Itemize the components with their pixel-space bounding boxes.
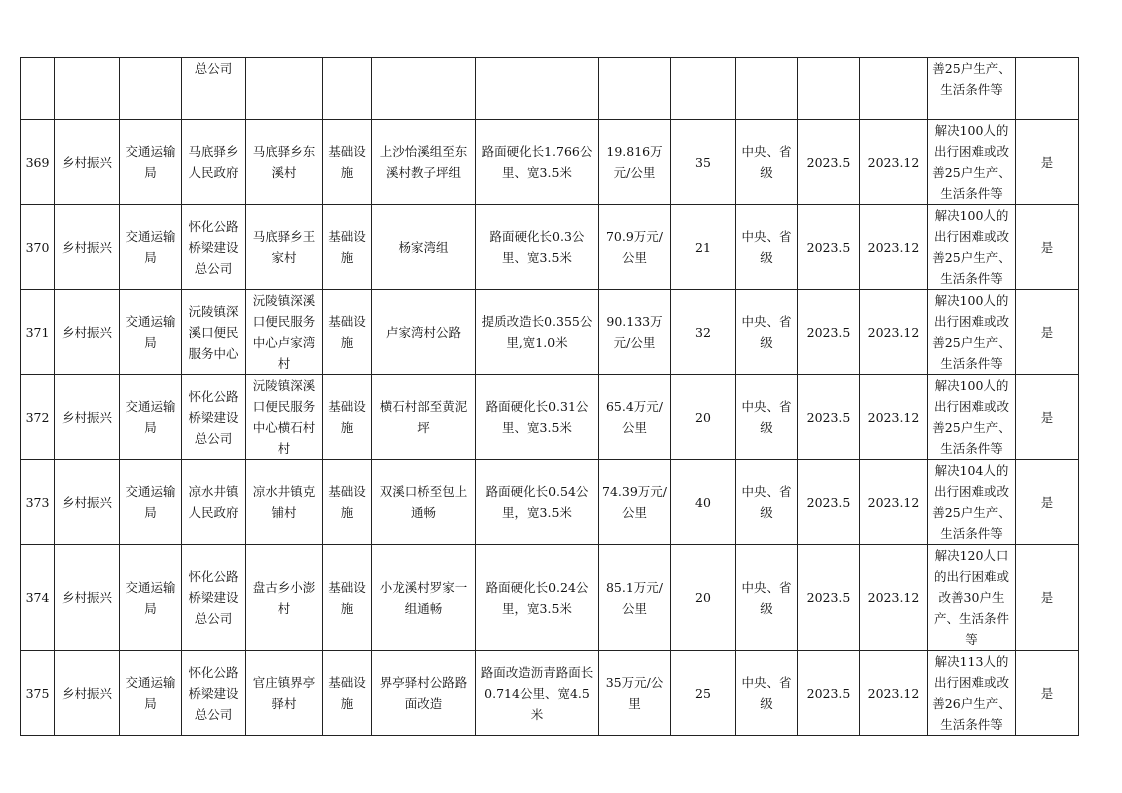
col-standard — [599, 651, 671, 736]
col-location — [246, 651, 323, 736]
col-location-text: 沅陵镇深溪口便民服务中心横石村村 — [252, 378, 316, 456]
col-type-text: 基础设施 — [328, 229, 366, 265]
col-fund-text: 中央、省级 — [741, 229, 792, 265]
col-end — [860, 290, 928, 375]
col-content-text: 路面硬化长1.766公里、宽3.5米 — [481, 144, 593, 180]
col-type — [323, 375, 372, 460]
col-benefit-text: 解决113人的出行困难或改善26户生产、生活条件等 — [932, 654, 1011, 732]
col-no-text: 373 — [25, 494, 50, 510]
col-fund — [736, 545, 798, 651]
col-fund — [736, 205, 798, 290]
col-name — [372, 375, 476, 460]
col-name — [372, 651, 476, 736]
col-unit-text: 怀化公路桥梁建设总公司 — [188, 218, 239, 276]
col-standard-text: 19.816万元/公里 — [606, 144, 663, 180]
col-name-text: 杨家湾组 — [398, 239, 449, 255]
col-standard-text: 74.39万元/公里 — [602, 484, 667, 520]
col-unit — [182, 651, 246, 736]
col-unit — [182, 460, 246, 545]
col-dept — [120, 651, 182, 736]
col-benefit — [928, 120, 1016, 205]
col-start — [798, 205, 860, 290]
col-start-text: 2023.5 — [806, 154, 851, 170]
col-start-text: 2023.5 — [806, 685, 851, 701]
col-flag-text: 是 — [1040, 590, 1054, 605]
col-benefit — [928, 651, 1016, 736]
col-no — [21, 290, 55, 375]
col-unit — [182, 58, 246, 120]
table-row — [21, 545, 1079, 651]
col-unit-text: 马底驿乡人民政府 — [188, 144, 239, 180]
col-name-text: 卢家湾村公路 — [385, 324, 461, 340]
col-benefit-text: 解决100人的出行困难或改善25户生产、生活条件等 — [932, 123, 1011, 201]
col-flag — [1016, 205, 1079, 290]
col-name-text: 界亭驿村公路路面改造 — [379, 675, 468, 711]
col-benefit — [928, 460, 1016, 545]
col-start-text: 2023.5 — [806, 239, 851, 255]
col-end — [860, 460, 928, 545]
col-fund-text: 中央、省级 — [741, 314, 792, 350]
col-flag — [1016, 375, 1079, 460]
col-unit-text: 凉水井镇人民政府 — [188, 484, 239, 520]
col-content — [476, 290, 599, 375]
col-category — [55, 460, 120, 545]
col-end — [860, 120, 928, 205]
col-start-text: 2023.5 — [806, 590, 851, 605]
col-type-text: 基础设施 — [328, 144, 366, 180]
col-end — [860, 545, 928, 651]
col-no-text: 374 — [25, 590, 50, 605]
col-start — [798, 290, 860, 375]
col-flag — [1016, 58, 1079, 120]
col-name-text: 双溪口桥至包上通畅 — [379, 484, 468, 520]
col-location — [246, 375, 323, 460]
col-households — [671, 205, 736, 290]
col-households-text: 35 — [695, 154, 711, 170]
col-households — [671, 58, 736, 120]
col-content-text: 提质改造长0.355公里,宽1.0米 — [481, 314, 593, 350]
col-end — [860, 58, 928, 120]
col-standard — [599, 375, 671, 460]
col-end — [860, 205, 928, 290]
col-content-text: 路面硬化长0.54公里，宽3.5米 — [485, 484, 589, 520]
col-category-text: 乡村振兴 — [61, 494, 112, 510]
col-fund-text: 中央、省级 — [741, 579, 792, 616]
col-end-text: 2023.12 — [867, 409, 920, 425]
col-no-text: 375 — [25, 685, 50, 701]
col-content — [476, 205, 599, 290]
col-flag — [1016, 545, 1079, 651]
col-category — [55, 651, 120, 736]
col-fund — [736, 120, 798, 205]
col-category — [55, 120, 120, 205]
table-row — [21, 290, 1079, 375]
col-households-text: 25 — [695, 685, 711, 701]
col-standard — [599, 58, 671, 120]
col-no-text: 369 — [25, 154, 50, 170]
col-standard — [599, 460, 671, 545]
col-households — [671, 375, 736, 460]
col-location-text: 马底驿乡东溪村 — [252, 144, 316, 180]
col-unit — [182, 205, 246, 290]
col-category-text: 乡村振兴 — [61, 590, 112, 605]
col-name — [372, 58, 476, 120]
col-content — [476, 120, 599, 205]
col-fund — [736, 651, 798, 736]
col-unit-text: 怀化公路桥梁建设总公司 — [188, 569, 239, 626]
col-category — [55, 375, 120, 460]
col-unit — [182, 120, 246, 205]
col-dept — [120, 460, 182, 545]
col-content — [476, 460, 599, 545]
col-fund — [736, 460, 798, 545]
col-dept-text: 交通运输局 — [125, 314, 176, 350]
col-households-text: 20 — [695, 409, 711, 425]
col-end-text: 2023.12 — [867, 494, 920, 510]
col-location-text: 马底驿乡王家村 — [252, 229, 316, 265]
col-location — [246, 460, 323, 545]
col-location — [246, 58, 323, 120]
col-standard — [599, 205, 671, 290]
col-no-text: 370 — [25, 239, 50, 255]
col-no — [21, 545, 55, 651]
col-location-text: 盘古乡小澎村 — [252, 579, 316, 616]
col-end — [860, 651, 928, 736]
col-content-text: 路面硬化长0.3公里、宽3.5米 — [489, 229, 585, 265]
col-end-text: 2023.12 — [867, 685, 920, 701]
col-no — [21, 651, 55, 736]
col-benefit-text: 解决100人的出行困难或改善25户生产、生活条件等 — [932, 378, 1011, 456]
col-category — [55, 58, 120, 120]
col-content — [476, 375, 599, 460]
col-flag-text: 是 — [1040, 409, 1054, 425]
col-end-text: 2023.12 — [867, 324, 920, 340]
col-type-text: 基础设施 — [328, 484, 366, 520]
col-type — [323, 651, 372, 736]
col-end — [860, 375, 928, 460]
col-unit-text: 总公司 — [194, 61, 233, 76]
col-name — [372, 205, 476, 290]
col-standard-text: 70.9万元/公里 — [605, 229, 664, 265]
col-name — [372, 290, 476, 375]
col-category-text: 乡村振兴 — [61, 685, 112, 701]
col-fund — [736, 290, 798, 375]
col-benefit-text: 解决100人的出行困难或改善25户生产、生活条件等 — [932, 293, 1011, 371]
col-fund-text: 中央、省级 — [741, 675, 792, 711]
col-type — [323, 205, 372, 290]
col-category-text: 乡村振兴 — [61, 239, 112, 255]
col-type — [323, 58, 372, 120]
col-type-text: 基础设施 — [328, 314, 366, 350]
col-standard — [599, 120, 671, 205]
col-flag — [1016, 651, 1079, 736]
col-flag-text: 是 — [1040, 239, 1054, 255]
col-dept-text: 交通运输局 — [125, 484, 176, 520]
col-benefit — [928, 545, 1016, 651]
col-location — [246, 120, 323, 205]
col-benefit — [928, 375, 1016, 460]
col-flag-text: 是 — [1040, 324, 1054, 340]
col-dept-text: 交通运输局 — [125, 579, 176, 616]
col-standard-text: 65.4万元/公里 — [605, 399, 664, 435]
col-name — [372, 460, 476, 545]
table-body — [21, 58, 1079, 736]
col-start — [798, 375, 860, 460]
col-unit — [182, 290, 246, 375]
col-name-text: 小龙溪村罗家一组通畅 — [379, 579, 468, 616]
col-dept-text: 交通运输局 — [125, 399, 176, 435]
col-end-text: 2023.12 — [867, 154, 920, 170]
col-households — [671, 120, 736, 205]
col-no — [21, 205, 55, 290]
col-name-text: 横石村部至黄泥坪 — [379, 399, 468, 435]
col-benefit — [928, 290, 1016, 375]
col-standard — [599, 545, 671, 651]
col-fund — [736, 58, 798, 120]
col-unit — [182, 375, 246, 460]
table-row — [21, 651, 1079, 736]
col-dept — [120, 545, 182, 651]
col-flag — [1016, 460, 1079, 545]
col-flag-text: 是 — [1040, 494, 1054, 510]
col-type-text: 基础设施 — [328, 399, 366, 435]
col-start-text: 2023.5 — [806, 494, 851, 510]
col-flag — [1016, 120, 1079, 205]
col-start — [798, 460, 860, 545]
col-standard — [599, 290, 671, 375]
col-type — [323, 460, 372, 545]
col-flag-text: 是 — [1040, 154, 1054, 170]
col-start — [798, 545, 860, 651]
col-start — [798, 651, 860, 736]
col-benefit-text: 解决100人的出行困难或改善25户生产、生活条件等 — [932, 208, 1011, 286]
col-households — [671, 545, 736, 651]
col-fund-text: 中央、省级 — [741, 484, 792, 520]
col-name-text: 上沙怡溪组至东溪村教子坪组 — [379, 144, 468, 180]
col-dept — [120, 58, 182, 120]
col-unit-text: 怀化公路桥梁建设总公司 — [188, 664, 239, 722]
col-location — [246, 545, 323, 651]
col-start-text: 2023.5 — [806, 409, 851, 425]
col-households-text: 40 — [695, 494, 711, 510]
col-households-text: 21 — [695, 239, 711, 255]
col-category-text: 乡村振兴 — [61, 154, 112, 170]
col-no-text: 372 — [25, 409, 50, 425]
col-content — [476, 545, 599, 651]
col-location — [246, 205, 323, 290]
col-fund-text: 中央、省级 — [741, 399, 792, 435]
table-row — [21, 460, 1079, 545]
project-table — [20, 57, 1079, 736]
col-dept-text: 交通运输局 — [125, 144, 176, 180]
col-type — [323, 120, 372, 205]
col-category-text: 乡村振兴 — [61, 409, 112, 425]
col-fund-text: 中央、省级 — [741, 144, 792, 180]
col-no — [21, 460, 55, 545]
col-unit — [182, 545, 246, 651]
col-unit-text: 怀化公路桥梁建设总公司 — [188, 388, 239, 446]
col-content-text: 路面改造沥青路面长0.714公里、宽4.5米 — [480, 664, 594, 722]
col-dept-text: 交通运输局 — [125, 229, 176, 265]
col-benefit-text: 解决120人口的出行困难或改善30户生产、生活条件等 — [933, 548, 1009, 647]
col-benefit — [928, 58, 1016, 120]
col-unit-text: 沅陵镇深溪口便民服务中心 — [188, 303, 239, 361]
col-content-text: 路面硬化长0.31公里、宽3.5米 — [485, 399, 589, 435]
col-location-text: 沅陵镇深溪口便民服务中心卢家湾村 — [252, 293, 316, 371]
col-name — [372, 545, 476, 651]
col-households-text: 32 — [695, 324, 711, 340]
col-dept-text: 交通运输局 — [125, 675, 176, 711]
col-dept — [120, 205, 182, 290]
col-no — [21, 375, 55, 460]
col-benefit-text: 解决104人的出行困难或改善25户生产、生活条件等 — [932, 463, 1011, 541]
col-category — [55, 205, 120, 290]
col-content — [476, 58, 599, 120]
col-fund — [736, 375, 798, 460]
col-start-text: 2023.5 — [806, 324, 851, 340]
col-households — [671, 651, 736, 736]
col-category — [55, 545, 120, 651]
col-no — [21, 58, 55, 120]
col-standard-text: 85.1万元/公里 — [605, 579, 664, 616]
col-category-text: 乡村振兴 — [61, 324, 112, 340]
col-flag-text: 是 — [1040, 685, 1054, 701]
col-content — [476, 651, 599, 736]
col-dept — [120, 290, 182, 375]
col-name — [372, 120, 476, 205]
col-benefit-text: 善25户生产、生活条件等 — [932, 61, 1011, 97]
col-households — [671, 290, 736, 375]
table-row — [21, 58, 1079, 120]
col-end-text: 2023.12 — [867, 590, 920, 605]
col-type-text: 基础设施 — [328, 675, 366, 711]
col-dept — [120, 120, 182, 205]
col-households-text: 20 — [695, 590, 711, 605]
col-location-text: 官庄镇界亭驿村 — [252, 675, 316, 711]
col-type — [323, 545, 372, 651]
table-row — [21, 375, 1079, 460]
col-type — [323, 290, 372, 375]
table-row — [21, 120, 1079, 205]
col-type-text: 基础设施 — [328, 579, 366, 616]
col-flag — [1016, 290, 1079, 375]
table-row — [21, 205, 1079, 290]
col-benefit — [928, 205, 1016, 290]
col-start — [798, 120, 860, 205]
col-no — [21, 120, 55, 205]
col-category — [55, 290, 120, 375]
col-content-text: 路面硬化长0.24公里，宽3.5米 — [485, 579, 589, 616]
col-location-text: 凉水井镇克铺村 — [252, 484, 316, 520]
col-standard-text: 90.133万元/公里 — [606, 314, 663, 350]
col-end-text: 2023.12 — [867, 239, 920, 255]
col-location — [246, 290, 323, 375]
col-dept — [120, 375, 182, 460]
col-start — [798, 58, 860, 120]
col-no-text: 371 — [25, 324, 50, 340]
col-standard-text: 35万元/公里 — [605, 675, 664, 711]
col-households — [671, 460, 736, 545]
